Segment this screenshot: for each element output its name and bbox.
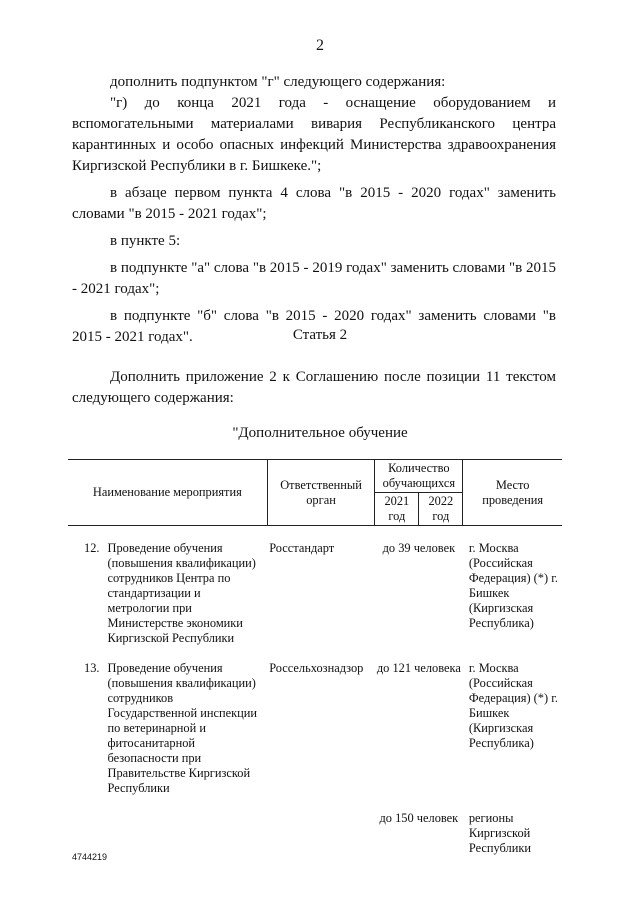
- paragraph-3: в абзаце первом пункта 4 слова "в 2015 - 2020 годах" заменить словами "в 2015 - 2021 годах";: [72, 185, 556, 222]
- table-row: [68, 541, 562, 646]
- row-organ: Россельхознадзор: [269, 661, 364, 675]
- row-number: 13.: [84, 661, 100, 675]
- row-place: регионы Киргизской Республики: [468, 811, 532, 855]
- header-place: Место проведения: [463, 460, 562, 526]
- row-number: [68, 811, 106, 856]
- row-count: до 121 человека: [376, 661, 461, 675]
- row-organ: [267, 811, 375, 856]
- paragraph-2: "г) до конца 2021 года - оснащение оборудованием и вспомогательными материалами вивария Республиканского центра карантинных и особо опасных инфекций Министерства здравоохранения Киргизской Республики в г. Бишкеке.";: [72, 95, 556, 174]
- table-row: [68, 811, 562, 856]
- row-place: г. Москва (Российская Федерация) (*) г. Бишкек (Киргизская Республика): [468, 661, 558, 750]
- paragraph-6: в подпункте "б" слова "в 2015 - 2020 годах" заменить словами "в 2015 - 2021 годах".: [72, 308, 556, 345]
- header-organ: Ответственный орган: [267, 460, 375, 526]
- row-organ: Росстандарт: [269, 541, 335, 555]
- row-place: г. Москва (Российская Федерация) (*) г. Бишкек (Киргизская Республика): [468, 541, 558, 630]
- row-event-name: [106, 811, 268, 856]
- header-count: Количество обучающихся: [375, 460, 463, 493]
- paragraph-4: в пункте 5:: [110, 233, 181, 249]
- article-heading: Статья 2: [292, 327, 348, 343]
- row-event-name: Проведение обучения (повышения квалификации) сотрудников Центра по стандартизации и метрологии при Министерстве экономики Киргизской Республики: [107, 541, 256, 645]
- paragraph-5: в подпункте "а" слова "в 2015 - 2019 годах" заменить словами "в 2015 - 2021 годах";: [72, 260, 556, 297]
- header-year-2022: 2022 год: [419, 493, 463, 526]
- training-table: [68, 459, 562, 856]
- paragraph-1: дополнить подпунктом "г" следующего содержания:: [110, 74, 446, 90]
- header-year-2021: 2021 год: [375, 493, 419, 526]
- row-number: 12.: [84, 541, 100, 555]
- row-count: до 150 человек: [379, 811, 459, 825]
- header-name: Наименование мероприятия: [68, 460, 267, 526]
- document-code: 4744219: [72, 852, 108, 862]
- page-number: 2: [316, 37, 324, 54]
- table-row: [68, 661, 562, 796]
- table-title: "Дополнительное обучение: [232, 425, 408, 441]
- amendment-text: [72, 72, 556, 348]
- appendix-paragraph: Дополнить приложение 2 к Соглашению после позиции 11 текстом следующего содержания:: [72, 369, 556, 406]
- row-event-name: Проведение обучения (повышения квалификации) сотрудников Государственной инспекции по ветеринарной и фитосанитарной безопасности при Правительстве Киргизской Республики: [107, 661, 258, 795]
- row-count: до 39 человек: [382, 541, 456, 555]
- appendix-text: [72, 367, 556, 409]
